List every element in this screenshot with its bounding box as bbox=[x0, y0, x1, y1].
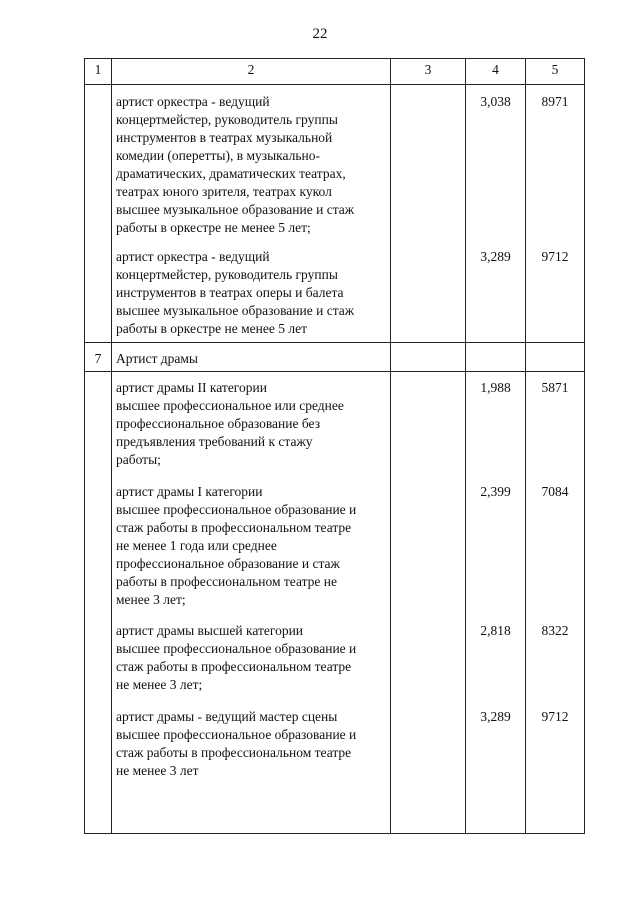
header-col-4: 4 bbox=[492, 62, 499, 77]
row-salary: 9712 bbox=[541, 249, 569, 264]
row-description: артист драмы - ведущий мастер сцены высшее профессиональное образование и стаж работы в профессиональном театре не менее 3 лет bbox=[116, 709, 357, 778]
table-border-right bbox=[584, 58, 585, 834]
row-description: артист драмы II категории высшее профессиональное или среднее профессиональное образование без предъявления требований к стажу работы; bbox=[116, 380, 344, 467]
row-salary: 5871 bbox=[541, 380, 569, 395]
row-coefficient: 2,818 bbox=[480, 623, 511, 638]
header-col-1: 1 bbox=[94, 62, 102, 77]
row-description: артист оркестра - ведущий концертмейстер, руководитель группы инструментов в театрах оперы и балета высшее музыкальное образование и стаж работы в оркестре не менее 5 лет bbox=[116, 249, 355, 336]
row-coefficient: 1,988 bbox=[480, 380, 511, 395]
row-coefficient: 3,289 bbox=[480, 249, 511, 264]
row-description: артист оркестра - ведущий концертмейстер, руководитель группы инструментов в театрах музыкальной комедии (оперетты), в музыкально- драматических, драматических театрах, театрах юного зрителя, театрах кукол высшее музыкальное образование и стаж работы в оркестре не менее 5 лет; bbox=[116, 94, 355, 235]
section-divider-top bbox=[84, 342, 585, 343]
row-salary: 8971 bbox=[541, 94, 569, 109]
row-description: артист драмы высшей категории высшее профессиональное образование и стаж работы в профессиональном театре не менее 3 лет; bbox=[116, 623, 357, 692]
col-divider-2 bbox=[390, 58, 391, 834]
row-coefficient: 2,399 bbox=[480, 484, 511, 499]
row-description: артист драмы I категории высшее профессиональное образование и стаж работы в профессиональном театре не менее 1 года или среднее профессиональное образование и стаж работы в профессиональном театре не менее 3 лет; bbox=[116, 484, 357, 607]
row-coefficient: 3,289 bbox=[480, 709, 511, 724]
section-number: 7 bbox=[94, 351, 102, 366]
section-divider-bottom bbox=[84, 371, 585, 372]
table-border-bottom bbox=[84, 833, 585, 834]
section-title: Артист драмы bbox=[116, 351, 198, 366]
header-col-2: 2 bbox=[247, 62, 255, 77]
row-salary: 7084 bbox=[541, 484, 569, 499]
header-divider bbox=[84, 84, 585, 85]
row-salary: 8322 bbox=[541, 623, 569, 638]
row-coefficient: 3,038 bbox=[480, 94, 511, 109]
table-border-top bbox=[84, 58, 585, 59]
row-salary: 9712 bbox=[541, 709, 569, 724]
header-col-3: 3 bbox=[424, 62, 432, 77]
page-number: 22 bbox=[312, 26, 328, 42]
header-col-5: 5 bbox=[551, 62, 559, 77]
col-divider-1 bbox=[111, 58, 112, 834]
table-border-left bbox=[84, 58, 85, 834]
